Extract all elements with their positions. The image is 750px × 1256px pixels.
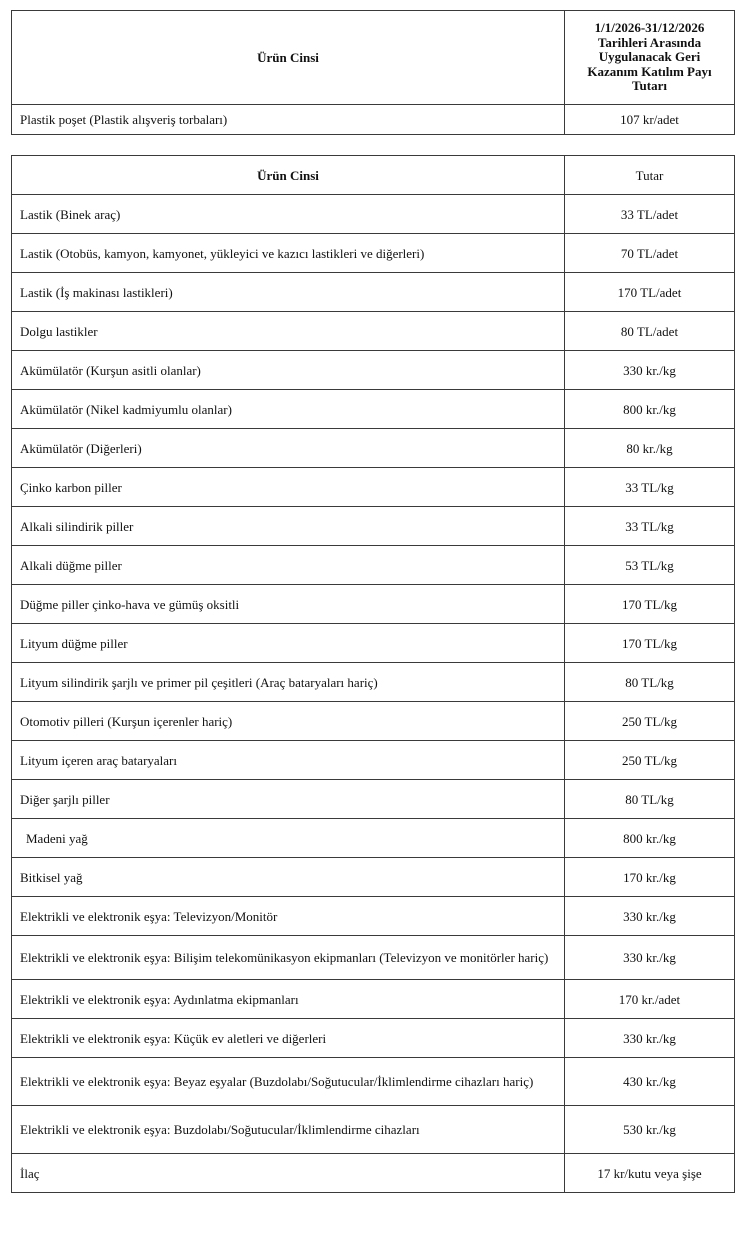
amount-cell: 80 TL/kg [565,663,735,702]
table-row [12,741,735,780]
product-cell: Diğer şarjlı piller [12,780,565,819]
column-header-amount: Tutar [565,156,735,195]
table-row [12,897,735,936]
product-cell: Elektrikli ve elektronik eşya: Küçük ev aletleri ve diğerleri [12,1019,565,1058]
amount-cell: 250 TL/kg [565,702,735,741]
column-header-fee-amount: 1/1/2026-31/12/2026 Tarihleri Arasında Uygulanacak Geri Kazanım Katılım Payı Tutarı [565,11,735,105]
table-row [12,507,735,546]
table-row [12,663,735,702]
table-row [12,351,735,390]
amount-cell: 80 kr./kg [565,429,735,468]
product-cell: Lityum düğme piller [12,624,565,663]
amount-cell: 70 TL/adet [565,234,735,273]
product-cell: Lityum silindirik şarjlı ve primer pil çeşitleri (Araç bataryaları hariç) [12,663,565,702]
amount-cell: 430 kr./kg [565,1058,735,1106]
table-row [12,936,735,980]
table-row [12,980,735,1019]
product-cell: Alkali düğme piller [12,546,565,585]
table-row [12,390,735,429]
table-row [12,585,735,624]
amount-cell: 170 kr./adet [565,980,735,1019]
amount-cell: 330 kr./kg [565,351,735,390]
amount-cell: 33 TL/adet [565,195,735,234]
table-header-row [12,156,735,195]
amount-cell: 107 kr/adet [565,105,735,135]
product-cell: Lityum içeren araç bataryaları [12,741,565,780]
product-cell: Elektrikli ve elektronik eşya: Bilişim telekomünikasyon ekipmanları (Televizyon ve monitörler hariç) [12,936,565,980]
amount-cell: 33 TL/kg [565,468,735,507]
product-cell: Lastik (Binek araç) [12,195,565,234]
table-row [12,1154,735,1193]
table-row [12,1058,735,1106]
table-row [12,273,735,312]
table-row [12,234,735,273]
product-cell: İlaç [12,1154,565,1193]
amount-cell: 800 kr./kg [565,819,735,858]
amount-cell: 250 TL/kg [565,741,735,780]
product-cell: Düğme piller çinko-hava ve gümüş oksitli [12,585,565,624]
column-header-product-type: Ürün Cinsi [12,11,565,105]
product-cell: Elektrikli ve elektronik eşya: Buzdolabı/Soğutucular/İklimlendirme cihazları [12,1106,565,1154]
amount-cell: 330 kr./kg [565,936,735,980]
product-cell: Dolgu lastikler [12,312,565,351]
product-cell: Bitkisel yağ [12,858,565,897]
table-row [12,468,735,507]
product-cell: Çinko karbon piller [12,468,565,507]
amount-cell: 33 TL/kg [565,507,735,546]
product-cell: Elektrikli ve elektronik eşya: Aydınlatma ekipmanları [12,980,565,1019]
product-cell: Otomotiv pilleri (Kurşun içerenler hariç) [12,702,565,741]
table-row [12,195,735,234]
amount-cell: 17 kr/kutu veya şişe [565,1154,735,1193]
product-cell: Plastik poşet (Plastik alışveriş torbaları) [12,105,565,135]
product-cell: Akümülatör (Diğerleri) [12,429,565,468]
column-header-product-type: Ürün Cinsi [12,156,565,195]
product-cell: Lastik (İş makinası lastikleri) [12,273,565,312]
product-cell: Elektrikli ve elektronik eşya: Beyaz eşyalar (Buzdolabı/Soğutucular/İklimlendirme cihazları hariç) [12,1058,565,1106]
table-row [12,702,735,741]
table-row [12,1106,735,1154]
amount-cell: 170 kr./kg [565,858,735,897]
amount-cell: 170 TL/kg [565,624,735,663]
amount-cell: 530 kr./kg [565,1106,735,1154]
amount-cell: 330 kr./kg [565,1019,735,1058]
table-row [12,105,735,135]
product-cell: Akümülatör (Kurşun asitli olanlar) [12,351,565,390]
amount-cell: 800 kr./kg [565,390,735,429]
table-row [12,780,735,819]
amount-cell: 170 TL/kg [565,585,735,624]
amount-cell: 330 kr./kg [565,897,735,936]
recovery-fee-table-products [11,155,735,1193]
table-row [12,429,735,468]
table-row [12,858,735,897]
amount-cell: 80 TL/adet [565,312,735,351]
product-cell: Madeni yağ [12,819,565,858]
product-cell: Lastik (Otobüs, kamyon, kamyonet, yükleyici ve kazıcı lastikleri ve diğerleri) [12,234,565,273]
amount-cell: 80 TL/kg [565,780,735,819]
product-cell: Alkali silindirik piller [12,507,565,546]
table-header-row [12,11,735,105]
amount-cell: 170 TL/adet [565,273,735,312]
table-row [12,312,735,351]
product-cell: Elektrikli ve elektronik eşya: Televizyon/Monitör [12,897,565,936]
table-row [12,624,735,663]
recovery-fee-table-plastic-bags [11,10,735,135]
table-row [12,819,735,858]
table-row [12,546,735,585]
amount-cell: 53 TL/kg [565,546,735,585]
table-row [12,1019,735,1058]
product-cell: Akümülatör (Nikel kadmiyumlu olanlar) [12,390,565,429]
